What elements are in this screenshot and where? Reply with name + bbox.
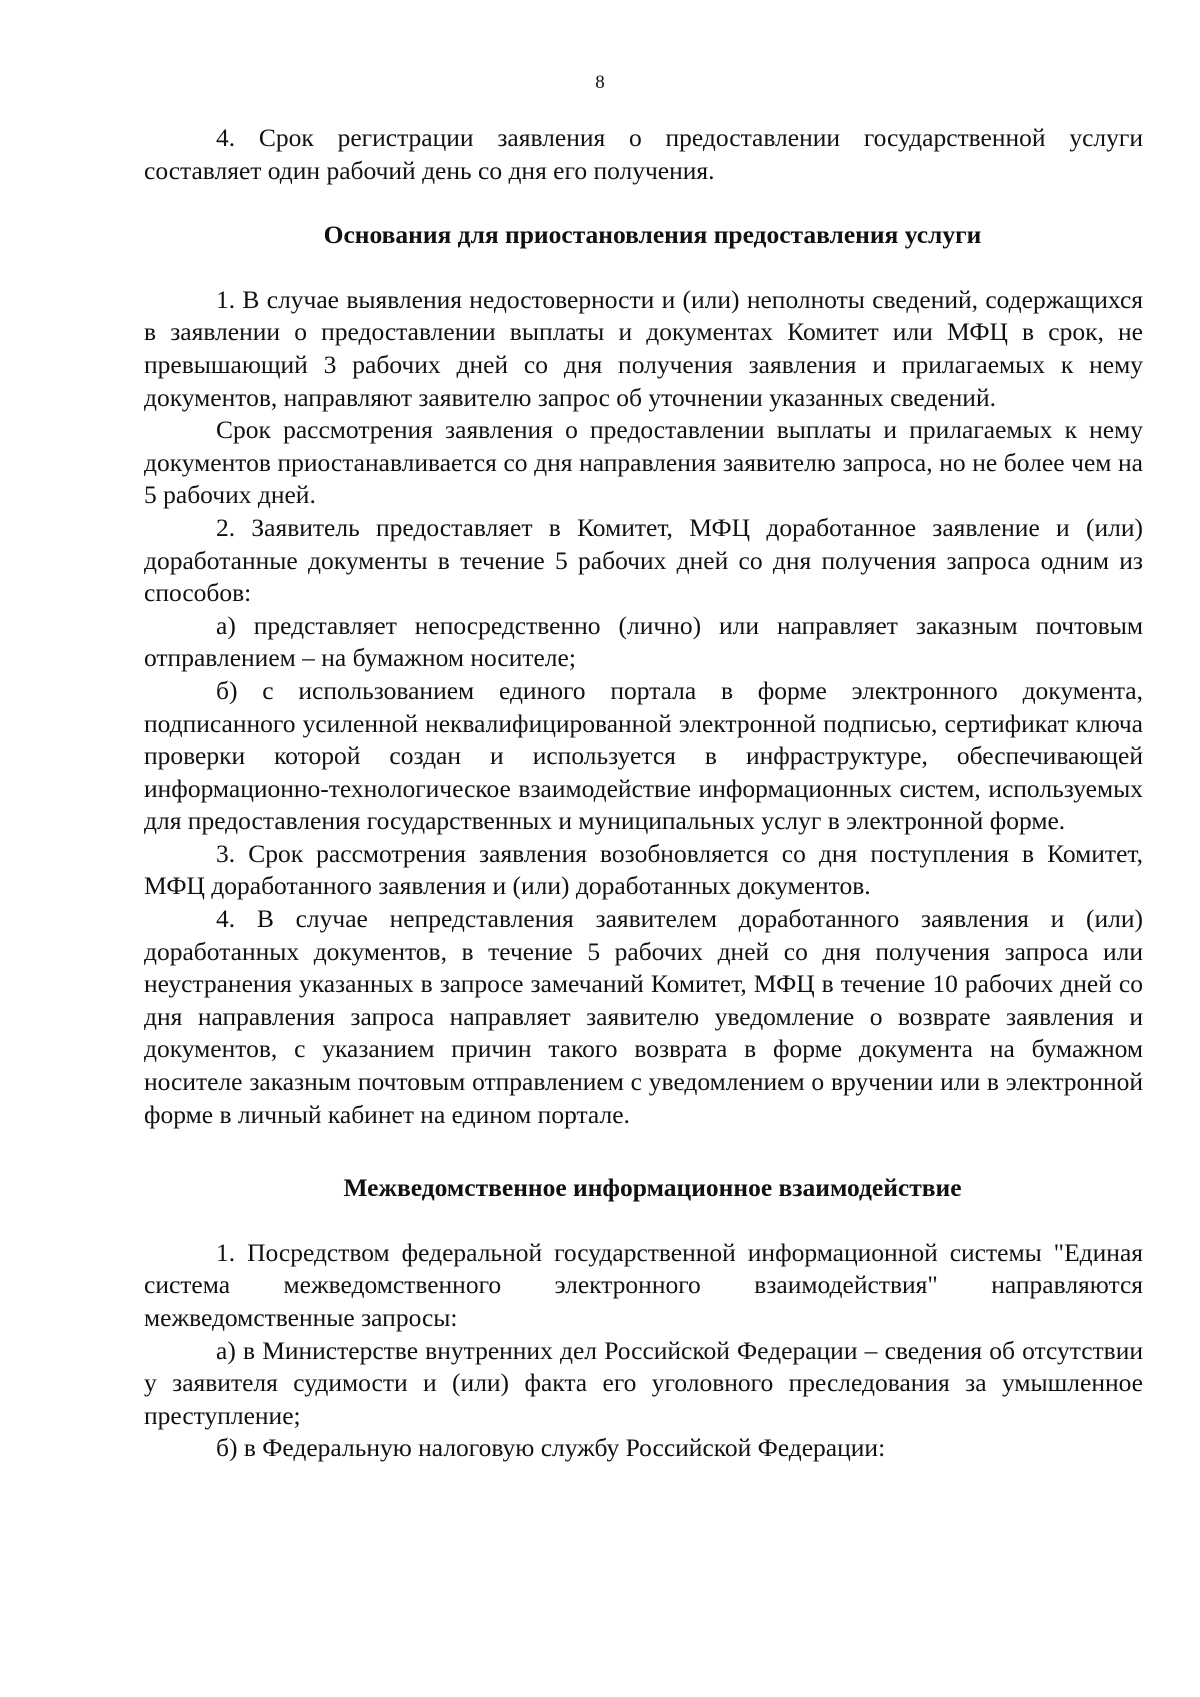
paragraph-suspension-2a: а) представляет непосредственно (лично) или направляет заказным почтовым отправлением – на бумажном носителе;: [144, 610, 1143, 673]
section-heading-suspension: Основания для приостановления предоставления услуги: [323, 220, 982, 250]
paragraph-interagency-1: 1. Посредством федеральной государственной информационной системы "Единая система межведомственного электронного взаимодействия" направляются межведомственные запросы:: [144, 1237, 1143, 1332]
paragraph-suspension-1: 1. В случае выявления недостоверности и (или) неполноты сведений, содержащихся в заявлении о предоставлении выплаты и документах Комитет или МФЦ в срок, не превышающий 3 рабочих дней со дня получения заявления и прилагаемых к нему документов, направляют заявителю запрос об уточнении указанных сведений.: [144, 284, 1143, 412]
paragraph-suspension-3: 3. Срок рассмотрения заявления возобновляется со дня поступления в Комитет, МФЦ доработанного заявления и (или) доработанных документов.: [144, 838, 1143, 901]
page-number: 8: [595, 72, 605, 93]
paragraph-suspension-term: Срок рассмотрения заявления о предоставлении выплаты и прилагаемых к нему документов приостанавливается со дня направления заявителю запроса, но не более чем на 5 рабочих дней.: [144, 415, 1143, 510]
paragraph-interagency-1a: а) в Министерстве внутренних дел Российской Федерации – сведения об отсутствии у заявителя судимости и (или) факта его уголовного преследования за умышленное преступление;: [144, 1335, 1143, 1430]
paragraph-registration-term: 4. Срок регистрации заявления о предоставлении государственной услуги составляет один рабочий день со дня его получения.: [144, 123, 1143, 185]
paragraph-suspension-4: 4. В случае непредставления заявителем доработанного заявления и (или) доработанных документов, в течение 5 рабочих дней со дня получения запроса или неустранения указанных в запросе замечаний Комитет, МФЦ в течение 10 рабочих дней со дня направления запроса направляет заявителю уведомление о возврате заявления и документов, с указанием причин такого возврата в форме документа на бумажном носителе заказным почтовым отправлением с уведомлением о вручении или в электронной форме в личный кабинет на едином портале.: [144, 904, 1143, 1129]
paragraph-suspension-2b: б) с использованием единого портала в форме электронного документа, подписанного усиленной неквалифицированной электронной подписью, сертификат ключа проверки которой создан и используется в инфраструктуре, обеспечивающей информационно-технологическое взаимодействие информационных систем, используемых для предоставления государственных и муниципальных услуг в электронной форме.: [144, 675, 1143, 836]
paragraph-suspension-2: 2. Заявитель предоставляет в Комитет, МФЦ доработанное заявление и (или) доработанные документы в течение 5 рабочих дней со дня получения запроса одним из способов:: [144, 512, 1143, 608]
paragraph-interagency-1b: б) в Федеральную налоговую службу Российской Федерации:: [216, 1433, 886, 1463]
document-body: [144, 122, 1143, 1465]
section-heading-interagency: Межведомственное информационное взаимодействие: [343, 1173, 962, 1203]
